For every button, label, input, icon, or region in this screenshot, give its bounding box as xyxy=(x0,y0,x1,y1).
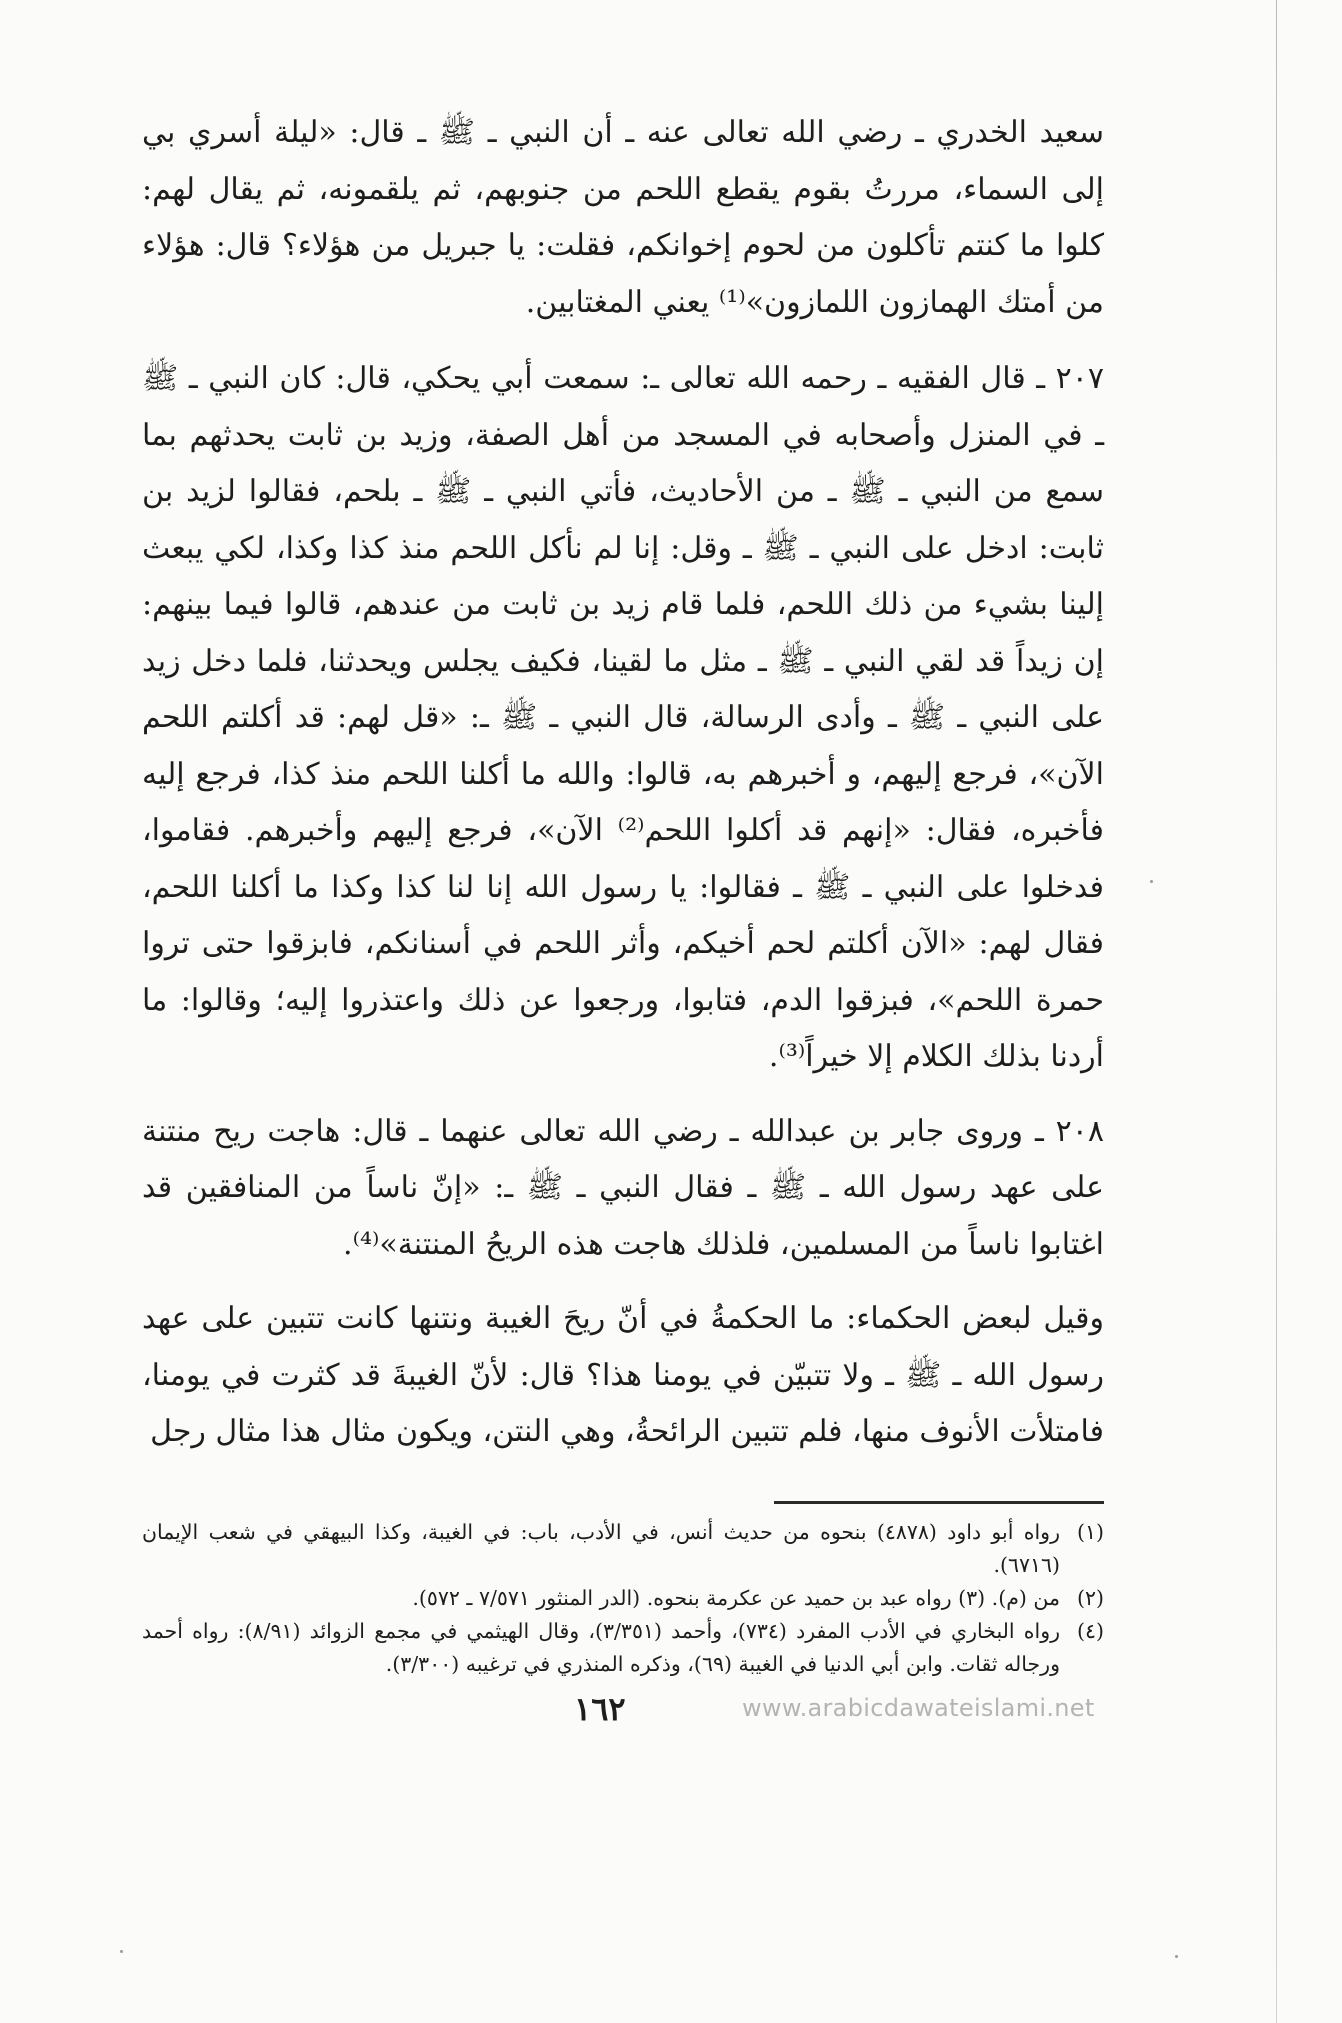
footnotes xyxy=(142,1516,1104,1681)
footnote-1 xyxy=(142,1516,1104,1582)
paragraph-hadith-207: ٢٠٧ ـ قال الفقيه ـ رحمه الله تعالى ـ: سمعت أبي يحكي، قال: كان النبي ـ ﷺ ـ في المنزل وأصحابه في المسجد من أهل الصفة، وزيد بن ثابت يحدثهم بما سمع من النبي ـ ﷺ ـ من الأحاديث، فأتي النبي ـ ﷺ ـ بلحم، فقالوا لزيد بن ثابت: ادخل على النبي ـ ﷺ ـ وقل: إنا لم نأكل اللحم منذ كذا وكذا، لكي يبعث إلينا بشيء من ذلك اللحم، فلما قام زيد بن ثابت من عندهم، قالوا فيما بينهم: إن زيداً قد لقي النبي ـ ﷺ ـ مثل ما لقينا، فكيف يجلس ويحدثنا، فلما دخل زيد على النبي ـ ﷺ ـ وأدى الرسالة، قال النبي ـ ﷺ ـ: «قل لهم: قد أكلتم اللحم الآن»، فرجع إليهم، و أخبرهم به، قالوا: والله ما أكلنا اللحم منذ كذا، فرجع إليه فأخبره، فقال: «إنهم قد أكلوا اللحم⁽²⁾ الآن»، فرجع إليهم وأخبرهم. فقاموا، فدخلوا على النبي ـ ﷺ ـ فقالوا: يا رسول الله إنا لنا كذا وكذا ما أكلنا اللحم، فقال لهم: «الآن أكلتم لحم أخيكم، وأثر اللحم في أسنانكم، فابزقوا حتى تروا حمرة اللحم»، فبزقوا الدم، فتابوا، ورجعوا عن ذلك واعتذروا إليه؛ وقالوا: ما أردنا بذلك الكلام إلا خيراً⁽³⁾. xyxy=(142,361,1105,1074)
watermark-url: www.arabicdawateislami.net xyxy=(742,1694,1095,1722)
page-number: ١٦٢ xyxy=(574,1690,626,1728)
paragraph-hadith-208: ٢٠٨ ـ وروى جابر بن عبدالله ـ رضي الله تعالى عنهما ـ قال: هاجت ريح منتنة على عهد رسول الله ـ ﷺ ـ فقال النبي ـ ﷺ ـ: «إنّ ناساً من المنافقين قد اغتابوا ناساً من المسلمين، فلذلك هاجت هذه الريحُ المنتنة»⁽⁴⁾. xyxy=(142,1113,1104,1262)
scan-speck xyxy=(1175,1955,1178,1958)
footnote-number: (١) xyxy=(1076,1519,1104,1544)
body-text xyxy=(142,105,1104,1461)
footnote-text: من (م). (٣) رواه عبد بن حميد عن عكرمة بنحوه. (الدر المنثور ٧/٥٧١ ـ ٥٧٢). xyxy=(412,1585,1060,1610)
book-page xyxy=(142,105,1104,1681)
footnote-4 xyxy=(142,1615,1104,1681)
scan-edge-line xyxy=(1276,0,1277,2023)
footnote-number: (٤) xyxy=(1076,1618,1104,1643)
footnote-2 xyxy=(142,1582,1104,1615)
footnote-number: (٢) xyxy=(1076,1585,1104,1610)
page-footer xyxy=(142,1690,1104,1730)
paragraph: وقيل لبعض الحكماء: ما الحكمةُ في أنّ ريحَ الغيبة ونتنها كانت تتبين على عهد رسول الله ـ ﷺ ـ ولا تتبيّن في يومنا هذا؟ قال: لأنّ الغيبةَ قد كثرت في يومنا، فامتلأت الأنوف منها، فلم تتبين الرائحةُ، وهي النتن، ويكون مثال هذا مثال رجل xyxy=(142,1301,1104,1449)
paragraph: سعيد الخدري ـ رضي الله تعالى عنه ـ أن النبي ـ ﷺ ـ قال: «ليلة أسري بي إلى السماء، مررتُ بقوم يقطع اللحم من جنوبهم، ثم يلقمونه، ثم يقال لهم: كلوا ما كنتم تأكلون من لحوم إخوانكم، فقلت: يا جبريل من هؤلاء؟ قال: هؤلاء من أمتك الهمازون اللمازون»⁽¹⁾ يعني المغتابين. xyxy=(142,115,1104,320)
scan-speck xyxy=(1150,880,1153,883)
footnote-text: رواه البخاري في الأدب المفرد (٧٣٤)، وأحمد (٣/٣٥١)، وقال الهيثمي في مجمع الزوائد (٨/٩١): رواه أحمد ورجاله ثقات. وابن أبي الدنيا في الغيبة (٦٩)، وذكره المنذري في ترغيبه (٣/٣٠٠). xyxy=(142,1618,1061,1676)
footnote-text: رواه أبو داود (٤٨٧٨) بنحوه من حديث أنس، في الأدب، باب: في الغيبة، وكذا البيهقي في شعب الإيمان (٦٧١٦). xyxy=(142,1519,1060,1577)
scan-speck xyxy=(120,1950,123,1953)
footnote-separator xyxy=(774,1501,1104,1504)
